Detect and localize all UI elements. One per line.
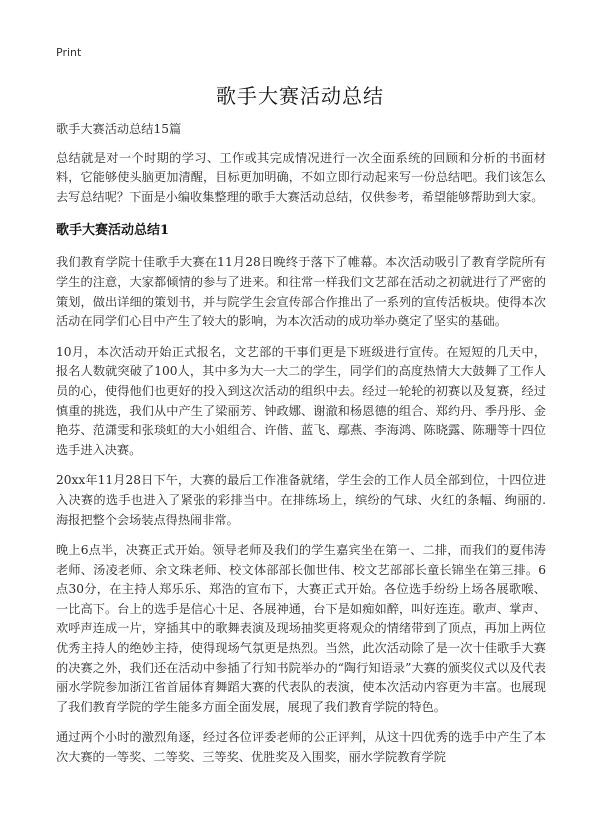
body-paragraph: 10月，本次活动开始正式报名，文艺部的干事们更是下班级进行宣传。在短短的几天中，报名人数就突破了100人，其中多为大一大二的学生，同学们的高度热情大大鼓舞了工作人员的心，使得他们也更好的投入到这次活动的组织中去。经过一轮轮的初赛以及复赛，经过慎重的挑选，我们从中产生了梁丽芳、钟政娜、谢澈和杨恩德的组合、郑约丹、季丹彤、金艳芬、范潇雯和张琰虹的大小姐组合、许偕、蓝飞、鄢燕、李海鸿、陈晓露、陈珊等十四位选手进入决赛。 [56, 344, 546, 457]
intro-paragraph: 总结就是对一个时期的学习、工作或其完成情况进行一次全面系统的回顾和分析的书面材料，它能够使头脑更加清醒，目标更加明确，不如立即行动起来写一份总结吧。我们该怎么去写总结呢？下面是小编收集整理的歌手大赛活动总结，仅供参考，希望能够帮助到大家。 [56, 150, 546, 204]
body-paragraph: 通过两个小时的激烈角逐，经过各位评委老师的公正评判，从这十四优秀的选手中产生了本次大赛的一等奖、二等奖、三等奖、优胜奖及入围奖，丽水学院教育学院 [56, 730, 546, 765]
print-link[interactable]: Print [56, 46, 82, 59]
body-paragraph: 20xx年11月28日下午，大赛的最后工作准备就绪，学生会的工作人员全部到位，十四位进入决赛的选手也进入了紧张的彩排当中。在排练场上，缤纷的气球、火红的条幅、绚丽的.海报把整个会场装点得热闹非常。 [56, 473, 546, 527]
article-body [56, 120, 546, 779]
article-subtitle: 歌手大赛活动总结15篇 [56, 122, 182, 136]
page-title: 歌手大赛活动总结 [216, 84, 384, 108]
body-paragraph: 我们教育学院十佳歌手大赛在11月28日晚终于落下了帷幕。本次活动吸引了教育学院所有学生的注意，大家都倾情的参与了进来。和往常一样我们文艺部在活动之初就进行了严密的策划，做出详细的策划书，并与院学生会宣传部合作推出了一系列的宣传活板块。使得本次活动在同学们心目中产生了较大的影响，为本次活动的成功举办奠定了坚实的基础。 [56, 255, 546, 329]
body-paragraph: 晚上6点半，决赛正式开始。领导老师及我们的学生嘉宾坐在第一、二排，而我们的夏伟涛老师、汤凌老师、余文珠老师、校文体部部长伽世伟、校文艺部部长童长锦坐在第三排。6点30分，在主持人郑乐乐、郑浩的宣布下，大赛正式开始。各位选手纷纷上场各展歌喉、一比高下。台上的选手是信心十足、各展神通，台下是如痴如醉，叫好连连。歌声、掌声、欢呼声连成一片，穿插其中的歌舞表演及现场抽奖更将观众的情绪带到了顶点，再加上两位优秀主持人的绝妙主持，使得现场气氛更是热烈。当然，此次活动除了是一次十佳歌手大赛的决赛之外，我们还在活动中参插了行知书院举办的“陶行知语录”大赛的颁奖仪式以及代表丽水学院参加浙江省首届体育舞蹈大赛的代表队的表演，使本次活动内容更为丰富。也展现了我们教育学院的学生能多方面全面发展，展现了我们教育学院的特色。 [56, 543, 546, 714]
section-heading: 歌手大赛活动总结1 [56, 223, 170, 239]
